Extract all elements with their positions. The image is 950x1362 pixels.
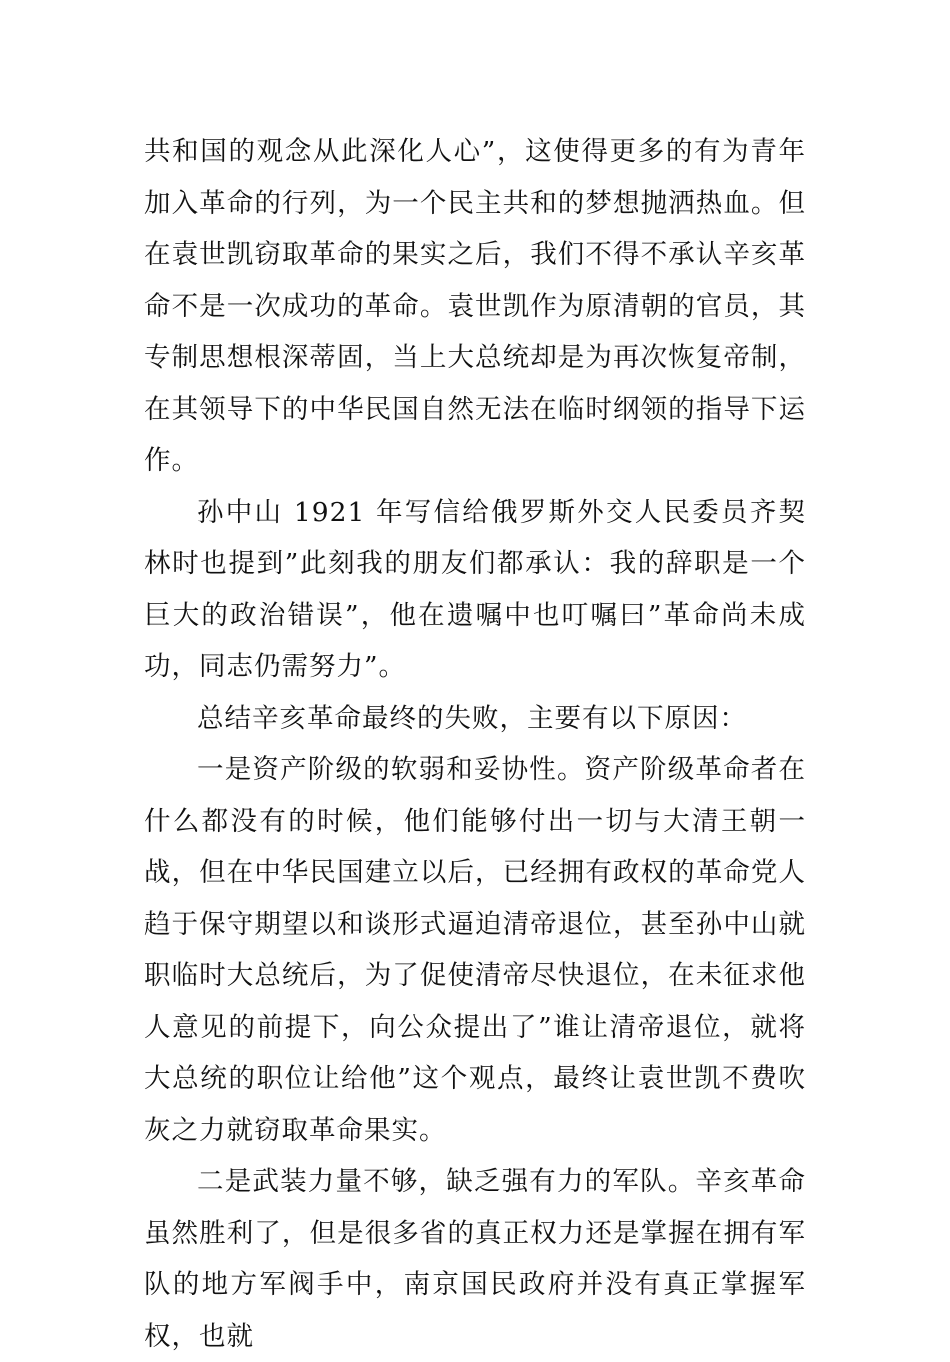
paragraph-sun-yatsen-letter: 孙中山 1921 年写信给俄罗斯外交人民委员齐契林时也提到”此刻我的朋友们都承认：我的辞职是一个巨大的政治错误”，他在遗嘱中也叮嘱曰”革命尚未成功，同志仍需努力”。 <box>144 496 806 682</box>
paragraph-reason-one: 一是资产阶级的软弱和妥协性。资产阶级革命者在什么都没有的时候，他们能够付出一切与大清王朝一战，但在中华民国建立以后，已经拥有政权的革命党人趋于保守期望以和谈形式逼迫清帝退位，甚至孙中山就职临时大总统后，为了促使清帝尽快退位，在未征求他人意见的前提下，向公众提出了”谁让清帝退位，就将大总统的职位让给他”这个观点，最终让袁世凯不费吹灰之力就窃取革命果实。 <box>144 754 806 1146</box>
paragraph-continued-republic: 共和国的观念从此深化人心”，这使得更多的有为青年加入革命的行列，为一个民主共和的梦想抛洒热血。但在袁世凯窃取革命的果实之后，我们不得不承认辛亥革命不是一次成功的革命。袁世凯作为原清朝的官员，其专制思想根深蒂固，当上大总统却是为再次恢复帝制，在其领导下的中华民国自然无法在临时纲领的指导下运作。 <box>144 136 806 476</box>
paragraph-summary-intro: 总结辛亥革命最终的失败，主要有以下原因： <box>197 702 747 734</box>
document-body <box>144 126 806 1362</box>
paragraph-reason-two: 二是武装力量不够，缺乏强有力的军队。辛亥革命虽然胜利了，但是很多省的真正权力还是掌握在拥有军队的地方军阀手中，南京国民政府并没有真正掌握军权，也就 <box>144 1166 806 1352</box>
